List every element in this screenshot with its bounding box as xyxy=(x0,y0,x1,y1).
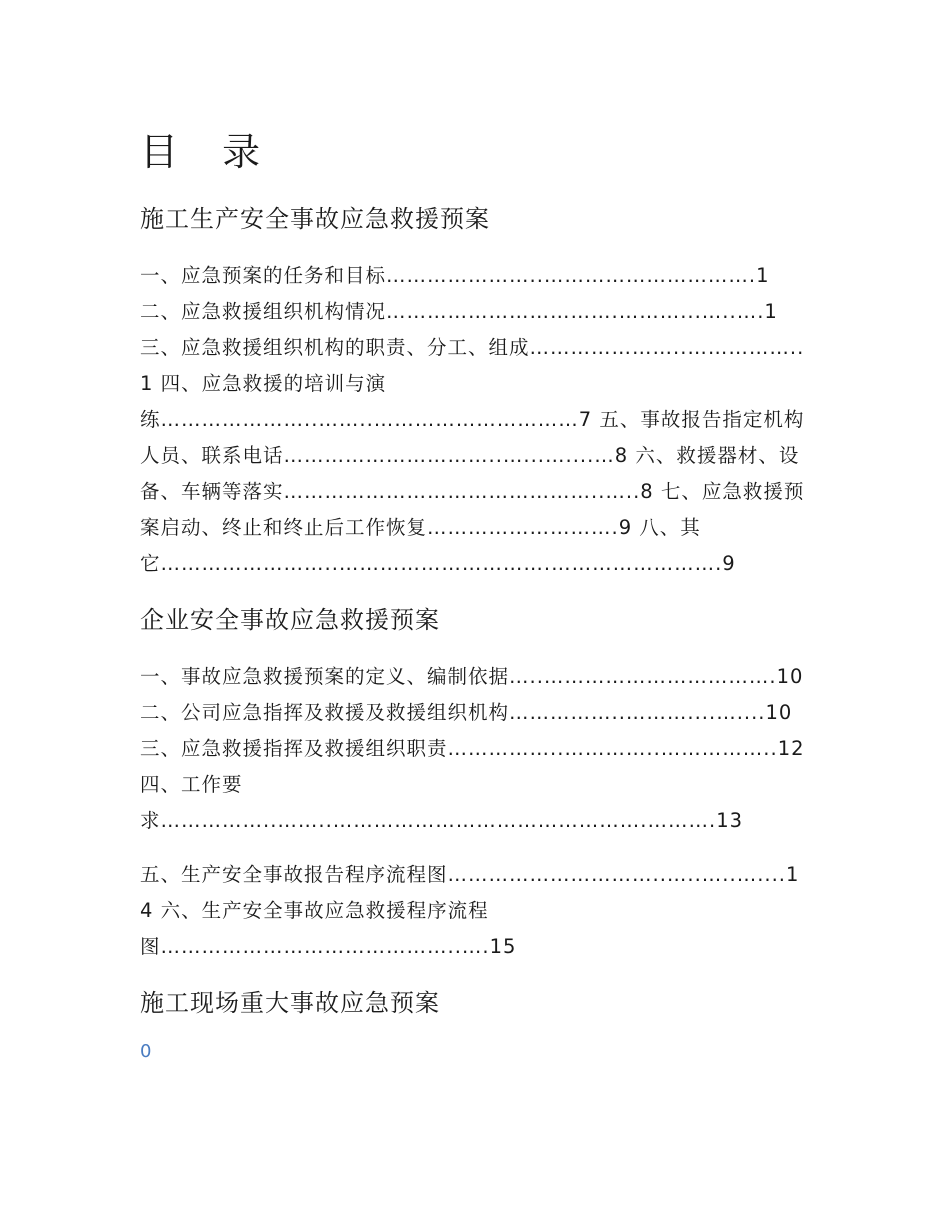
section-heading-construction-emergency-plan: 施工生产安全事故应急救援预案 xyxy=(140,205,490,233)
page-number: 0 xyxy=(140,1041,152,1062)
toc-paragraph-enterprise-emergency-plan-2: 五、生产安全事故报告程序流程图…………………………..…..…..…....14 六、生产安全事故应急救援程序流程图……………………………………..….15 xyxy=(140,863,800,958)
section-heading-enterprise-emergency-plan: 企业安全事故应急救援预案 xyxy=(140,606,440,634)
toc-paragraph-construction-emergency-plan: 一、应急预案的任务和目标…………………..………………………….1 二、应急救援组织机构情况…………………………….………...…..….1 三、应急救援组织机构的职责、分工、组成…………………..……………..1 四、应急救援的培训与演练…………………..……..…………………………7 五、事故报告指定机构人员、联系电话…………………………..…...…....…8 六、救援器材、设备、车辆等落实………………………………………..…..8 七、应急救援预案启动、终止和终止后工作恢复……………………….9 八、其它……………………..………………………….…………………….9 xyxy=(140,264,805,575)
section-heading-site-major-accident-plan: 施工现场重大事故应急预案 xyxy=(140,989,440,1017)
doc-title: 目 录 xyxy=(140,130,277,174)
toc-paragraph-enterprise-emergency-plan-1: 一、事故应急救援预案的定义、编制依据…..…………………………….10 二、公司应急指挥及救援及救援组织机构……………..………....…....10 三、应急救援指挥及救援组织职责……………..…………..……………..12 四、工作要求……………..……..……………………………………….……….13 xyxy=(140,665,805,832)
